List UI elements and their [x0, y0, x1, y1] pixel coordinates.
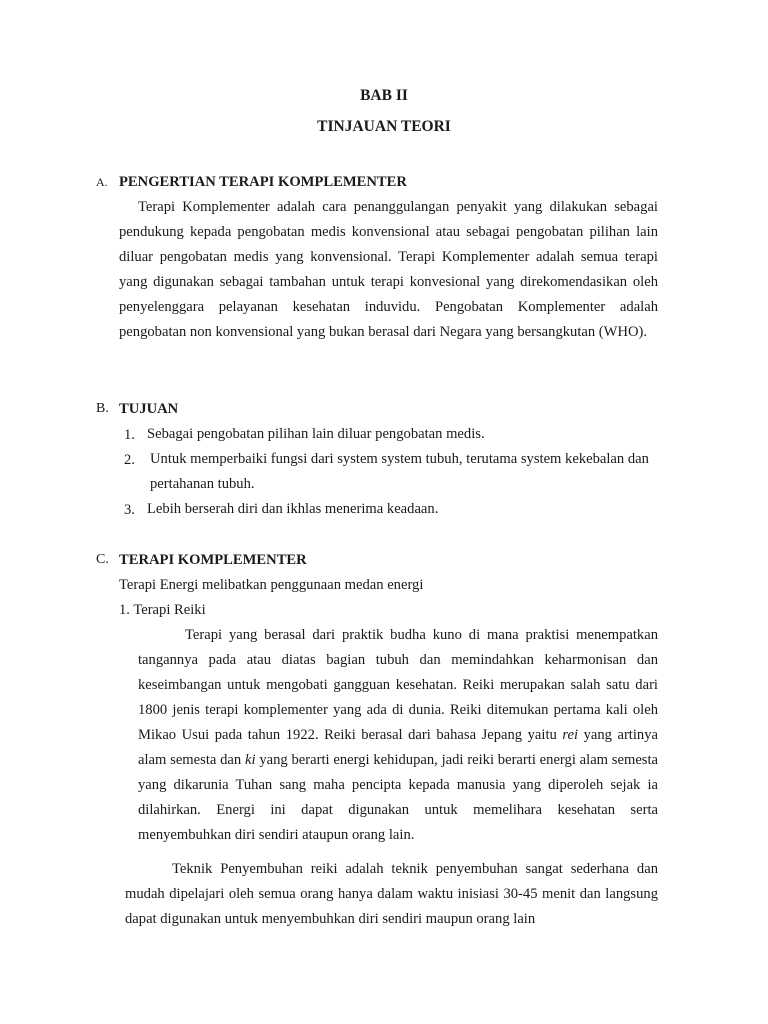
list-item: Sebagai pengobatan pilihan lain diluar pengobatan medis.	[147, 426, 485, 442]
section-a-marker: A.	[96, 175, 108, 189]
list-item: Untuk memperbaiki fungsi dari system system tubuh, terutama system kekebalan dan pertahanan tubuh.	[150, 451, 649, 492]
list-item: Lebih berserah diri dan ikhlas menerima keadaan.	[147, 501, 439, 517]
section-c-intro: Terapi Energi melibatkan penggunaan medan energi	[119, 577, 424, 593]
reiki-term-ki: ki	[245, 752, 256, 768]
list-item-number: 2.	[124, 452, 135, 468]
reiki-text-part3: yang berarti energi kehidupan, jadi reiki berarti energi alam semesta yang dikarunia Tuhan sang maha pencipta kepada manusia yang diperoleh sejak ia dilahirkan. Energi ini dapat digunakan untuk memelihara kesehatan serta menyembuhkan diri sendiri ataupun orang lain.	[138, 752, 659, 843]
reiki-paragraph	[138, 623, 658, 848]
reiki-term-rei: rei	[562, 727, 579, 743]
section-b-marker: B.	[96, 401, 109, 416]
section-b-heading: TUJUAN	[119, 401, 179, 417]
section-c-marker: C.	[96, 552, 109, 567]
section-a-heading: PENGERTIAN TERAPI KOMPLEMENTER	[119, 174, 407, 190]
chapter-title: TINJAUAN TEORI	[317, 118, 451, 135]
chapter-label: BAB II	[360, 87, 408, 104]
reiki-text-part2: yang artinya alam semesta dan	[138, 727, 658, 768]
subsection-reiki-title: 1. Terapi Reiki	[119, 602, 206, 618]
list-item-number: 3.	[124, 502, 135, 518]
section-a-paragraph: Terapi Komplementer adalah cara penanggulangan penyakit yang dilakukan sebagai pendukung kepada pengobatan medis konvensional atau sebagai pengobatan pilihan lain diluar pengobatan medis yang konvensional. Terapi Komplementer adalah semua terapi yang digunakan sebagai tambahan untuk terapi konvesional yang direkomendasikan oleh penyelenggara pelayanan kesehatan induvidu. Pengobatan Komplementer adalah pengobatan non konvensional yang bukan berasal dari Negara yang bersangkutan (WHO).	[119, 199, 658, 340]
teknik-paragraph: Teknik Penyembuhan reiki adalah teknik penyembuhan sangat sederhana dan mudah dipelajari oleh semua orang hanya dalam waktu inisiasi 30-45 menit dan langsung dapat digunakan untuk menyembuhkan diri sendiri maupun orang lain	[125, 861, 658, 927]
list-item-number: 1.	[124, 427, 135, 443]
reiki-text-part1: Terapi yang berasal dari praktik budha kuno di mana praktisi menempatkan tangannya pada atau diatas bagian tubuh dan memindahkan keharmonisan dan keseimbangan untuk mengobati gangguan kesehatan. Reiki merupakan salah satu dari 1800 jenis terapi komplementer yang ada di dunia. Reiki ditemukan pertama kali oleh Mikao Usui pada tahun 1922. Reiki berasal dari bahasa Jepang yaitu	[138, 627, 658, 743]
section-c-heading: TERAPI KOMPLEMENTER	[119, 552, 307, 568]
